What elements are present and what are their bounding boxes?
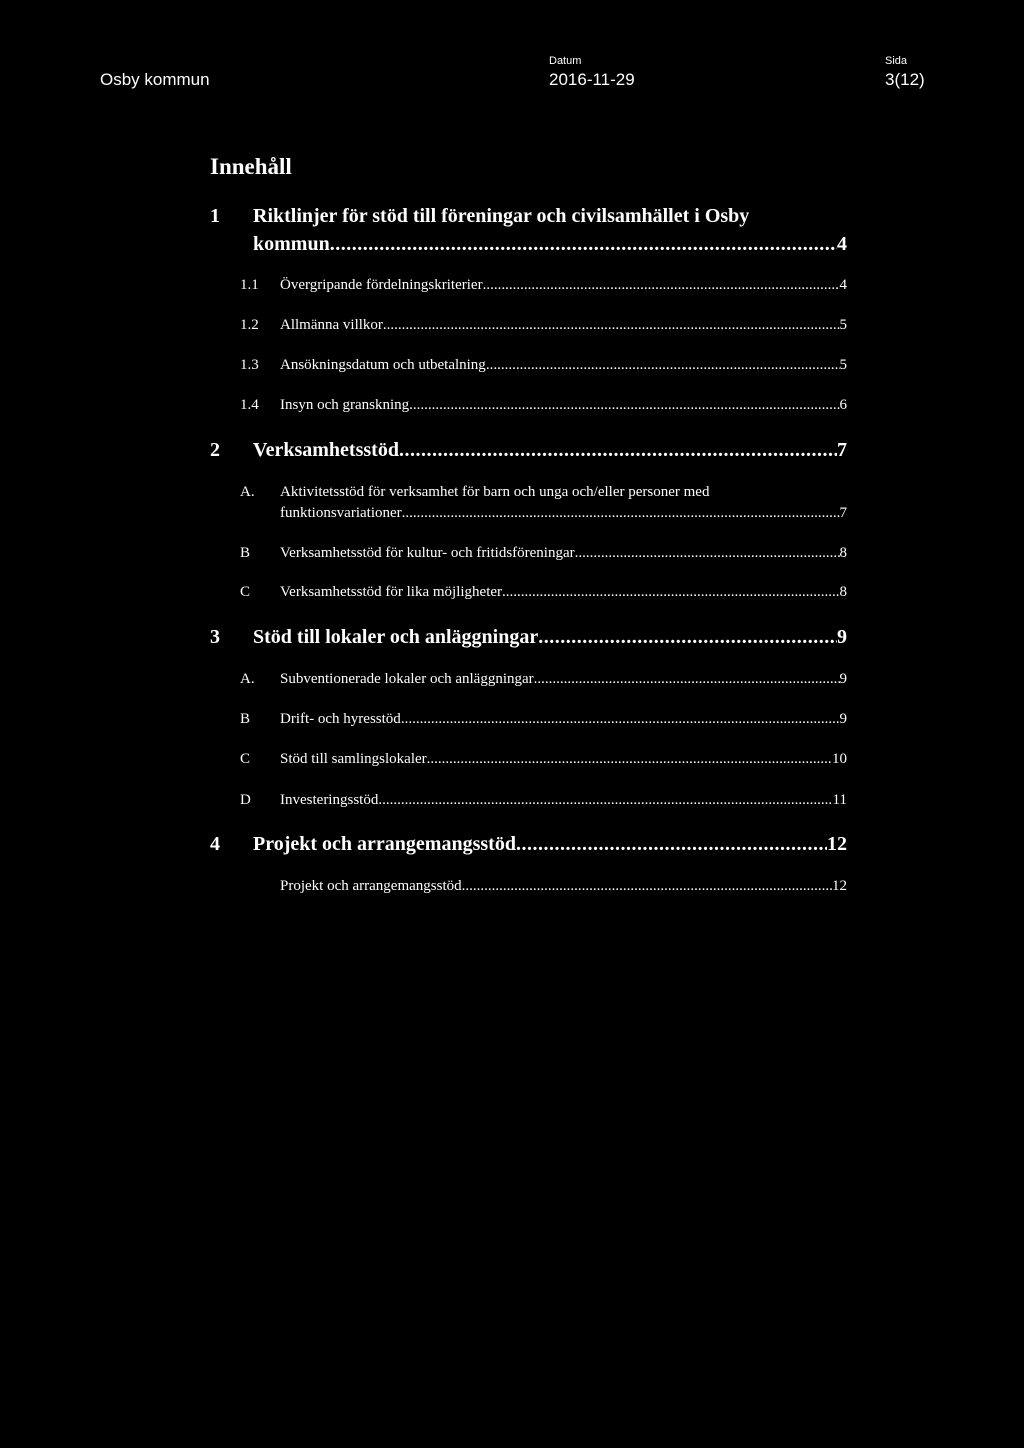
date-label: Datum bbox=[549, 55, 582, 67]
toc-leader-dots bbox=[330, 230, 837, 258]
toc-title: Innehåll bbox=[210, 154, 292, 179]
toc-entry-page: 6 bbox=[839, 397, 847, 413]
toc-entry-text: Drift- och hyresstöd bbox=[280, 711, 401, 727]
toc-entry-page: 9 bbox=[837, 626, 847, 648]
toc-entry-page: 12 bbox=[832, 878, 847, 894]
toc-leader-dots bbox=[399, 436, 837, 464]
toc-entry-number: 1.2 bbox=[240, 317, 259, 333]
toc-entry-text: Projekt och arrangemangsstöd bbox=[253, 833, 516, 855]
toc-entry-number: 1.4 bbox=[240, 397, 259, 413]
toc-entry-text: Verksamhetsstöd bbox=[253, 439, 399, 461]
toc-entry-page: 7 bbox=[837, 439, 847, 461]
toc-entry-text: Övergripande fördelningskriterier bbox=[280, 277, 483, 293]
toc-entry-text: Investeringsstöd bbox=[280, 792, 379, 808]
toc-entry-1-3[interactable] bbox=[210, 354, 847, 376]
toc-entry-number: C bbox=[240, 584, 251, 600]
toc-entry-page: 5 bbox=[839, 317, 847, 333]
toc-entry-text: kommun bbox=[253, 233, 330, 255]
toc-leader-dots bbox=[378, 789, 832, 811]
toc-leader-dots bbox=[575, 542, 840, 564]
toc-entry-1-4[interactable] bbox=[210, 394, 847, 416]
toc-entry-number: 3 bbox=[210, 626, 220, 648]
toc-entry-page: 9 bbox=[839, 711, 847, 727]
toc-entry-3[interactable] bbox=[210, 623, 847, 651]
toc-entry-page: 5 bbox=[839, 357, 847, 373]
toc-entry-page: 8 bbox=[839, 584, 847, 600]
toc-entry-text-line1: Aktivitetsstöd för verksamhet för barn och unga och/eller personer med bbox=[280, 484, 710, 500]
toc-entry-3-c[interactable] bbox=[210, 748, 847, 770]
toc-entry-2[interactable] bbox=[210, 436, 847, 464]
toc-leader-dots bbox=[427, 748, 832, 770]
toc-entry-page: 10 bbox=[832, 751, 847, 767]
toc-entry-number: C bbox=[240, 751, 251, 767]
toc-entry-number: A. bbox=[240, 484, 255, 500]
toc-entry-text: Verksamhetsstöd för kultur- och fritidsföreningar bbox=[280, 545, 575, 561]
toc-leader-dots bbox=[409, 394, 839, 416]
toc-entry-text: funktionsvariationer bbox=[280, 505, 402, 521]
toc-entry-page: 9 bbox=[839, 671, 847, 687]
toc-entry-page: 7 bbox=[839, 505, 847, 521]
toc-entry-page: 8 bbox=[839, 545, 847, 561]
toc-leader-dots bbox=[402, 502, 840, 524]
toc-entry-3-d[interactable] bbox=[210, 789, 847, 811]
toc-entry-1-2[interactable] bbox=[210, 314, 847, 336]
toc-entry-number: A. bbox=[240, 671, 255, 687]
toc-leader-dots bbox=[516, 830, 827, 858]
toc-entry-text: Stöd till lokaler och anläggningar bbox=[253, 626, 539, 648]
toc-entry-number: 1 bbox=[210, 205, 220, 227]
toc-entry-1[interactable] bbox=[210, 202, 847, 255]
toc-entry-number: 1.1 bbox=[240, 277, 259, 293]
toc-entry-number: D bbox=[240, 792, 251, 808]
toc-entry-2-b[interactable] bbox=[210, 542, 847, 564]
toc-entry-3-a[interactable] bbox=[210, 668, 847, 690]
toc-entry-text: Insyn och granskning bbox=[280, 397, 410, 413]
toc-entry-text-line1: Riktlinjer för stöd till föreningar och civilsamhället i Osby bbox=[253, 205, 750, 227]
toc-entry-3-b[interactable] bbox=[210, 708, 847, 730]
toc-entry-page: 4 bbox=[839, 277, 847, 293]
toc-entry-page: 4 bbox=[837, 233, 847, 255]
toc-leader-dots bbox=[486, 354, 840, 376]
toc-entry-text: Subventionerade lokaler och anläggningar bbox=[280, 671, 534, 687]
toc-entry-1-1[interactable] bbox=[210, 274, 847, 296]
toc-entry-text: Verksamhetsstöd för lika möjligheter bbox=[280, 584, 503, 600]
toc-entry-text: Allmänna villkor bbox=[280, 317, 383, 333]
toc-leader-dots bbox=[538, 623, 837, 651]
toc-entry-2-a[interactable] bbox=[210, 481, 847, 521]
toc-leader-dots bbox=[383, 314, 840, 336]
toc-entry-number: 1.3 bbox=[240, 357, 259, 373]
toc-entry-text: Stöd till samlingslokaler bbox=[280, 751, 427, 767]
toc-entry-text: Ansökningsdatum och utbetalning bbox=[280, 357, 486, 373]
toc-leader-dots bbox=[401, 708, 840, 730]
toc-leader-dots bbox=[534, 668, 840, 690]
toc-entry-4[interactable] bbox=[210, 830, 847, 858]
toc-entry-page: 11 bbox=[832, 792, 847, 808]
toc-entry-text: Projekt och arrangemangsstöd bbox=[280, 878, 462, 894]
toc-leader-dots bbox=[462, 875, 832, 897]
toc-entry-4-sub[interactable] bbox=[210, 875, 847, 897]
page-label: Sida bbox=[885, 55, 908, 67]
toc-leader-dots bbox=[483, 274, 840, 296]
toc-entry-number: B bbox=[240, 545, 251, 561]
document-date: 2016-11-29 bbox=[549, 70, 635, 89]
toc-entry-number: 2 bbox=[210, 439, 220, 461]
toc-entry-2-c[interactable] bbox=[210, 581, 847, 603]
toc-leader-dots bbox=[502, 581, 839, 603]
organization-name: Osby kommun bbox=[100, 70, 210, 89]
toc-entry-number: B bbox=[240, 711, 251, 727]
page-number: 3(12) bbox=[885, 70, 925, 89]
toc-entry-page: 12 bbox=[827, 833, 847, 855]
toc-entry-number: 4 bbox=[210, 833, 220, 855]
